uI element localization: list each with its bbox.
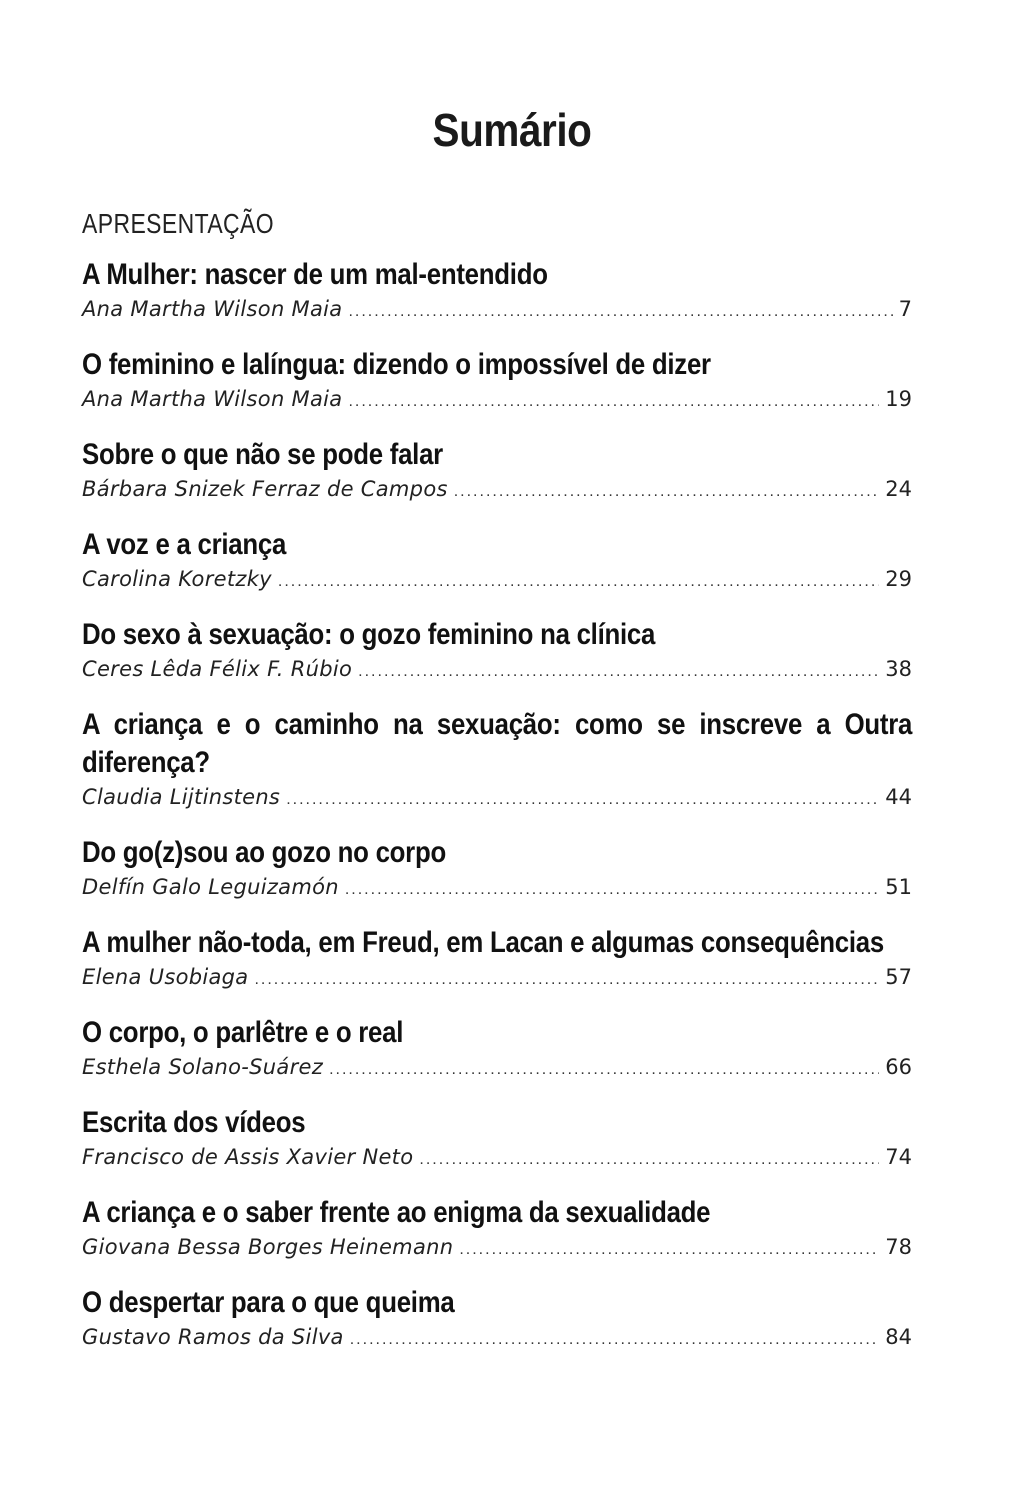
entry-title: A criança e o saber frente ao enigma da sexualidade <box>82 1196 711 1229</box>
entry-author-line <box>82 384 912 417</box>
toc-entry <box>82 924 912 995</box>
entry-author-line <box>82 294 912 327</box>
section-label: APRESENTAÇÃO <box>82 208 275 239</box>
entry-page-number: 66 <box>885 1055 912 1079</box>
entry-author-line <box>82 564 912 597</box>
entry-author-line <box>82 1052 912 1085</box>
toc-entry <box>82 436 912 507</box>
entry-page-number: 19 <box>885 387 912 411</box>
entry-page-number: 24 <box>885 477 912 501</box>
entry-author: Elena Usobiaga <box>82 965 249 989</box>
toc-entry <box>82 256 912 327</box>
entry-title: O feminino e lalíngua: dizendo o impossível de dizer <box>82 348 711 381</box>
entry-author-line <box>82 654 912 687</box>
toc-entry <box>82 346 912 417</box>
toc-entry <box>82 834 912 905</box>
dot-leader <box>348 297 892 327</box>
entry-page-number: 74 <box>885 1145 912 1169</box>
entry-author-line <box>82 782 912 815</box>
entry-author-line <box>82 1322 912 1355</box>
dot-leader <box>348 387 879 417</box>
entry-author-line <box>82 962 912 995</box>
dot-leader <box>454 477 880 507</box>
entry-title: A mulher não-toda, em Freud, em Lacan e algumas consequências <box>82 926 884 959</box>
entry-page-number: 7 <box>898 297 912 321</box>
entry-title: A Mulher: nascer de um mal-entendido <box>82 258 548 291</box>
entry-title: Do go(z)sou ao gozo no corpo <box>82 836 446 869</box>
entry-author-line <box>82 872 912 905</box>
dot-leader <box>350 1325 880 1355</box>
entry-author: Ana Martha Wilson Maia <box>82 297 343 321</box>
entry-page-number: 84 <box>885 1325 912 1349</box>
dot-leader <box>419 1145 879 1175</box>
entry-author: Esthela Solano-Suárez <box>82 1055 324 1079</box>
entry-author: Delfín Galo Leguizamón <box>82 875 339 899</box>
toc-entry <box>82 1284 912 1355</box>
dot-leader <box>286 785 879 815</box>
entry-title: Escrita dos vídeos <box>82 1106 306 1139</box>
toc-entry <box>82 526 912 597</box>
table-of-contents <box>82 256 912 1374</box>
toc-entry <box>82 1104 912 1175</box>
toc-entry <box>82 1194 912 1265</box>
dot-leader <box>278 567 879 597</box>
entry-author: Gustavo Ramos da Silva <box>82 1325 344 1349</box>
entry-title: A criança e o caminho na sexuação: como se inscreve a Outra diferença? <box>82 708 913 779</box>
toc-entry <box>82 706 912 815</box>
entry-page-number: 38 <box>885 657 912 681</box>
entry-page-number: 57 <box>885 965 912 989</box>
toc-entry <box>82 616 912 687</box>
toc-entry <box>82 1014 912 1085</box>
entry-author-line <box>82 1232 912 1265</box>
dot-leader <box>329 1055 879 1085</box>
entry-author: Giovana Bessa Borges Heinemann <box>82 1235 454 1259</box>
dot-leader <box>358 657 879 687</box>
entry-author: Claudia Lijtinstens <box>82 785 281 809</box>
entry-title: Sobre o que não se pode falar <box>82 438 443 471</box>
entry-page-number: 78 <box>885 1235 912 1259</box>
entry-title: O despertar para o que queima <box>82 1286 455 1319</box>
entry-author: Carolina Koretzky <box>82 567 272 591</box>
entry-page-number: 29 <box>885 567 912 591</box>
dot-leader <box>459 1235 879 1265</box>
entry-author-line <box>82 474 912 507</box>
entry-page-number: 51 <box>885 875 912 899</box>
entry-page-number: 44 <box>885 785 912 809</box>
entry-author: Bárbara Snizek Ferraz de Campos <box>82 477 448 501</box>
dot-leader <box>254 965 879 995</box>
dot-leader <box>345 875 879 905</box>
entry-author: Ceres Lêda Félix F. Rúbio <box>82 657 353 681</box>
entry-title: O corpo, o parlêtre e o real <box>82 1016 404 1049</box>
page-title: Sumário <box>432 104 592 156</box>
entry-title: A voz e a criança <box>82 528 287 561</box>
entry-author: Ana Martha Wilson Maia <box>82 387 343 411</box>
entry-author-line <box>82 1142 912 1175</box>
entry-author: Francisco de Assis Xavier Neto <box>82 1145 414 1169</box>
entry-title: Do sexo à sexuação: o gozo feminino na clínica <box>82 618 656 651</box>
